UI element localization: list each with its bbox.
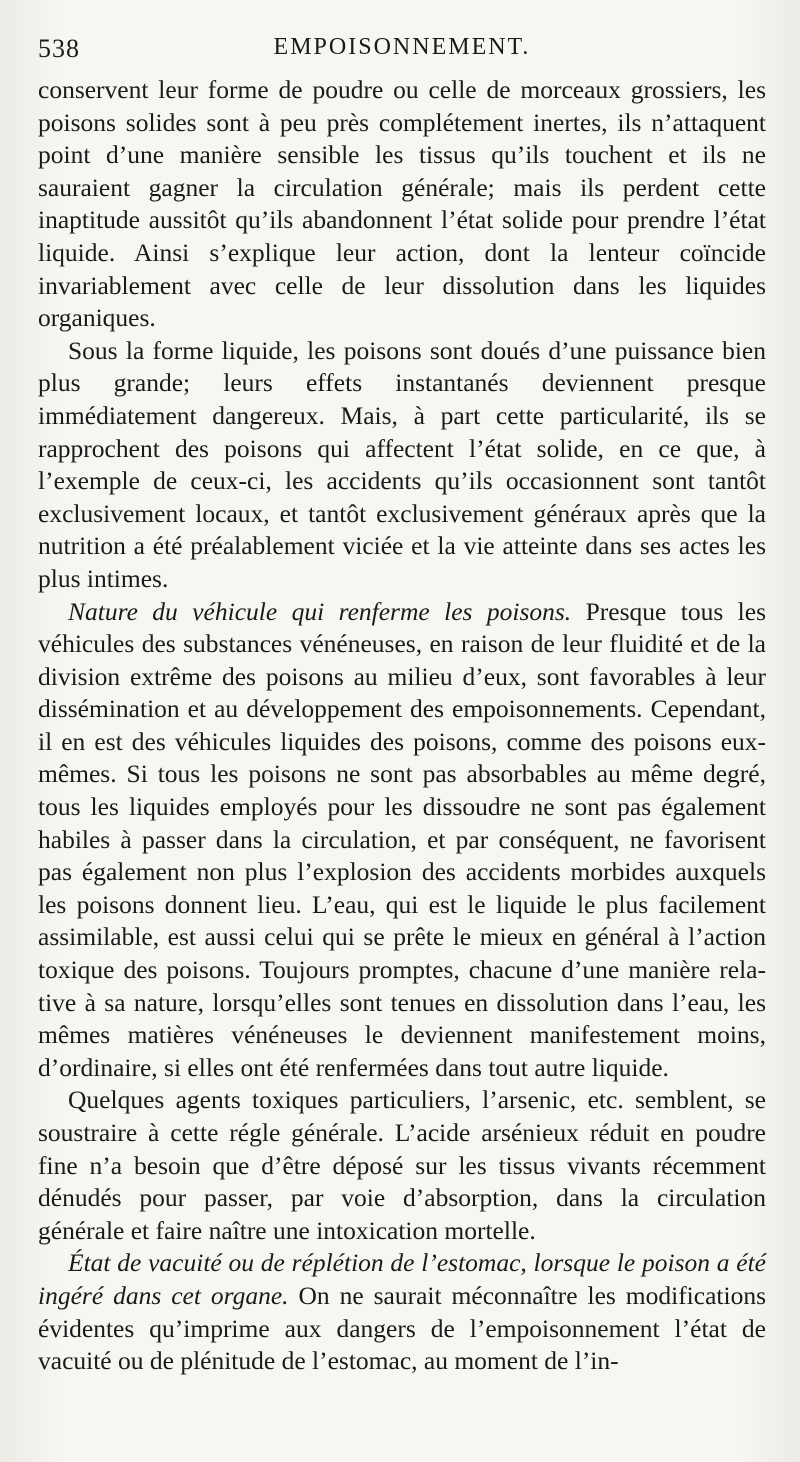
paragraph-3: [38, 596, 766, 1085]
paragraph-text: Presque tous les véhicules des substances vénéneuses, en raison de leur fluidité et de la division extrême des poisons au milieu d’eux, sont favorables à leur dissémination et au développement des empoisonnements. Cependant, il en est des véhicules liquides des poisons, comme des poisons eux-mêmes. Si tous les poisons ne sont pas absorbables au même degré, tous les liquides employés pour les dissoudre ne sont pas également habiles à passer dans la circulation, et par conséquent, ne favorisent pas également non plus l’explosion des accidents morbides auxquels les poisons donnent lieu. L’eau, qui est le liquide le plus facilement assimilable, est aussi celui qui se prête le mieux en général à l’action toxique des poisons. Toujours promptes, chacune d’une manière relative à sa nature, lorsqu’elles sont tenues en dissolution dans l’eau, les mêmes matières vénéneuses le deviennent manifestement moins, d’ordinaire, si elles ont été renfermées dans tout autre liquide.: [38, 596, 766, 1082]
paragraph-1: [38, 74, 766, 335]
paragraph-2: [38, 335, 766, 596]
paragraph-text: Sous la forme liquide, les poisons sont doués d’une puissance bien plus grande; leurs effets instantanés deviennent presque immédiatement dangereux. Mais, à part cette particularité, ils se rapprochent des poisons qui affectent l’état solide, en ce que, à l’exemple de ceux-ci, les accidents qu’ils occasionnent sont tantôt exclusivement locaux, et tantôt exclusivement généraux après que la nutrition a été préalablement viciée et la vie atteinte dans ses actes les plus intimes.: [38, 335, 766, 593]
running-title: EMPOISONNEMENT.: [273, 34, 531, 60]
paragraph-text: Quelques agents toxiques particuliers, l’arsenic, etc. semblent, se soustraire à cette régle générale. L’acide arsénieux réduit en poudre fine n’a besoin que d’être déposé sur les tissus vivants récemment dénudés pour passer, par voie d’absorption, dans la circulation générale et faire naître une intoxication mortelle.: [38, 1085, 766, 1245]
paragraph-4: [38, 1084, 766, 1247]
paragraph-text: On ne saurait méconnaître les modifications évidentes qu’imprime aux dangers de l’empoisonnement l’état de vacuité ou de plénitude de l’estomac, au moment de l’in-: [38, 1280, 766, 1376]
running-head: [38, 30, 766, 74]
page-number: 538: [38, 34, 80, 63]
section-heading-vehicle: Nature du véhicule qui renferme les poisons.: [68, 596, 586, 626]
paragraph-5: [38, 1247, 766, 1377]
body-text: [38, 74, 766, 1378]
section-heading-stomach: État de vacuité ou de réplétion de l’estomac, lorsque le poison a été ingéré dans cet organe.: [38, 1248, 766, 1310]
paragraph-text: conservent leur forme de poudre ou celle de morceaux grossiers, les poisons solides sont à peu près complétement inertes, ils n’attaquent point d’une manière sensible les tissus qu’ils touchent et ils ne sauraient gagner la circulation générale; mais ils perdent cette inaptitude aussitôt qu’ils abandonnent l’état solide pour prendre l’état liquide. Ainsi s’explique leur action, dont la lenteur coïncide invariablement avec celle de leur dissolution dans les liquides organiques.: [38, 75, 766, 333]
